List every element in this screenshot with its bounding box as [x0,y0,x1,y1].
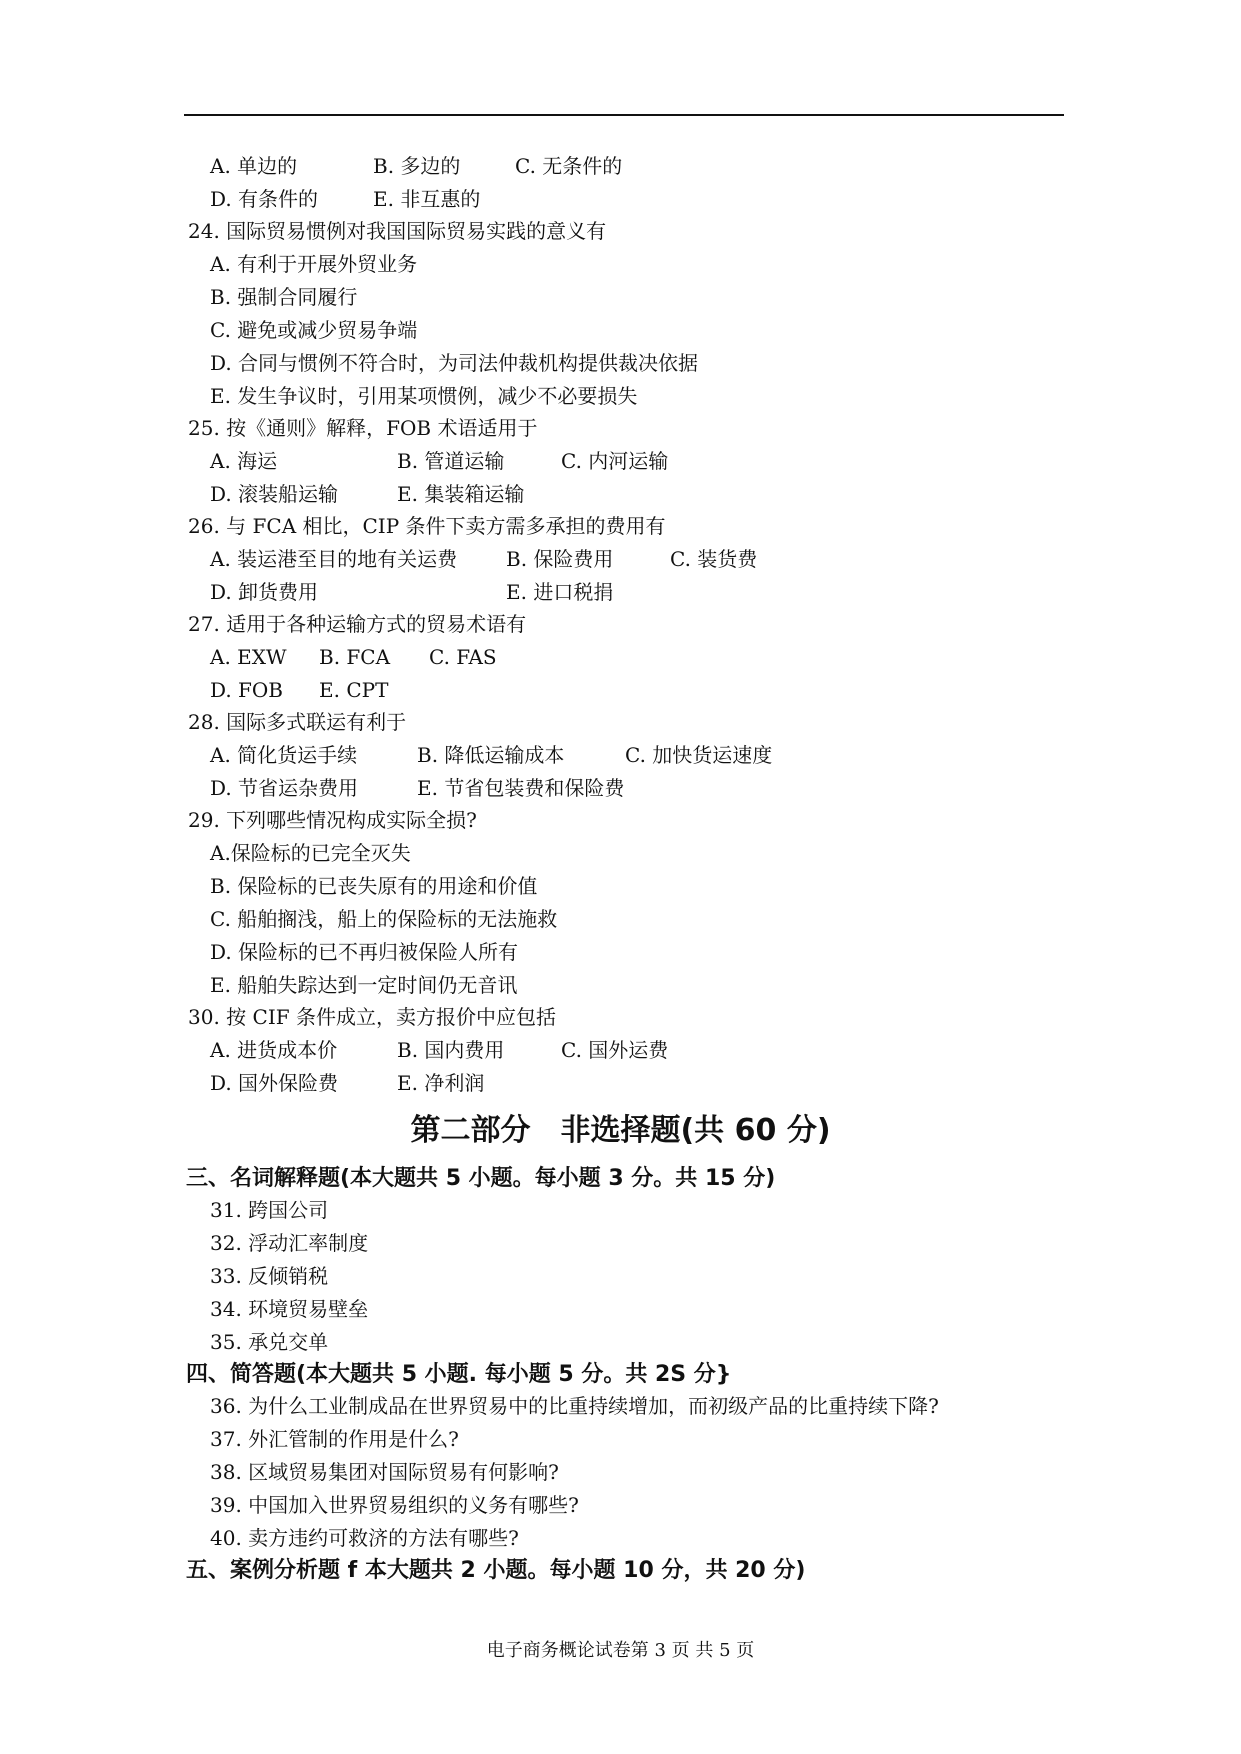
q28-stem: 28. 国际多式联运有利于 [188,710,407,734]
q25-option-b: B. 管道运输 [397,449,505,473]
q33-term: 33. 反倾销税 [210,1264,329,1288]
q26-option-c: C. 装货费 [670,547,758,571]
q28-option-b: B. 降低运输成本 [417,743,565,767]
q27-option-b: B. FCA [319,645,391,669]
q29-option-d: D. 保险标的已不再归被保险人所有 [210,940,519,964]
q26-option-d: D. 卸货费用 [210,580,319,604]
q28-option-d: D. 节省运杂费用 [210,776,359,800]
q36-question: 36. 为什么工业制成品在世界贸易中的比重持续增加，而初级产品的比重持续下降? [210,1394,939,1418]
q29-option-c: C. 船舶搁浅，船上的保险标的无法施救 [210,907,558,931]
q28-option-c: C. 加快货运速度 [625,743,773,767]
q39-question: 39. 中国加入世界贸易组织的义务有哪些? [210,1493,579,1517]
q30-option-b: B. 国内费用 [397,1038,505,1062]
q30-option-c: C. 国外运费 [561,1038,669,1062]
q29-stem: 29. 下列哪些情况构成实际全损? [188,808,477,832]
header-rule [184,114,1064,116]
q30-option-e: E. 净利润 [397,1071,485,1095]
q29-option-b: B. 保险标的已丧失原有的用途和价值 [210,874,538,898]
q29-option-e: E. 船舶失踪达到一定时间仍无音讯 [210,973,518,997]
q34-term: 34. 环境贸易壁垒 [210,1297,369,1321]
q35-term: 35. 承兑交单 [210,1330,329,1354]
q24-option-d: D. 合同与惯例不符合时，为司法仲裁机构提供裁决依据 [210,351,699,375]
section-3-heading: 三、名词解释题(本大题共 5 小题。每小题 3 分。共 15 分) [186,1166,776,1191]
q27-option-a: A. EXW [210,645,287,669]
part-title: 第二部分 非选择题(共 60 分) [410,1113,831,1148]
q37-question: 37. 外汇管制的作用是什么? [210,1427,459,1451]
q23-option-b: B. 多边的 [373,154,461,178]
q24-option-a: A. 有利于开展外贸业务 [210,252,418,276]
q27-stem: 27. 适用于各种运输方式的贸易术语有 [188,612,527,636]
q25-option-c: C. 内河运输 [561,449,669,473]
q30-option-d: D. 国外保险费 [210,1071,339,1095]
q32-term: 32. 浮动汇率制度 [210,1231,369,1255]
q27-option-c: C. FAS [429,645,497,669]
q25-option-a: A. 海运 [210,449,278,473]
q23-option-d: D. 有条件的 [210,187,319,211]
q26-option-b: B. 保险费用 [506,547,614,571]
q25-option-d: D. 滚装船运输 [210,482,339,506]
q28-option-a: A. 简化货运手续 [210,743,358,767]
q30-stem: 30. 按 CIF 条件成立，卖方报价中应包括 [188,1005,556,1029]
q25-stem: 25. 按《通则》解释，FOB 术语适用于 [188,416,538,440]
q38-question: 38. 区域贸易集团对国际贸易有何影响? [210,1460,559,1484]
q23-option-c: C. 无条件的 [515,154,623,178]
q24-option-b: B. 强制合同履行 [210,285,358,309]
q31-term: 31. 跨国公司 [210,1198,329,1222]
q24-option-c: C. 避免或减少贸易争端 [210,318,418,342]
q28-option-e: E. 节省包装费和保险费 [417,776,625,800]
page-footer: 电子商务概论试卷第 3 页 共 5 页 [486,1640,755,1661]
q23-option-e: E. 非互惠的 [373,187,481,211]
q26-option-a: A. 装运港至目的地有关运费 [210,547,458,571]
q26-option-e: E. 进口税捐 [506,580,614,604]
q29-option-a: A.保险标的已完全灭失 [210,841,411,865]
q30-option-a: A. 进货成本价 [210,1038,338,1062]
q27-option-e: E. CPT [319,678,389,702]
section-4-heading: 四、简答题(本大题共 5 小题. 每小题 5 分。共 2S 分} [186,1362,732,1387]
section-5-heading: 五、案例分析题 f 本大题共 2 小题。每小题 10 分，共 20 分) [186,1558,806,1583]
q24-option-e: E. 发生争议时，引用某项惯例，减少不必要损失 [210,384,638,408]
q26-stem: 26. 与 FCA 相比，CIP 条件下卖方需多承担的费用有 [188,514,666,538]
q23-option-a: A. 单边的 [210,154,298,178]
q27-option-d: D. FOB [210,678,284,702]
q40-question: 40. 卖方违约可救济的方法有哪些? [210,1526,519,1550]
q25-option-e: E. 集装箱运输 [397,482,525,506]
q24-stem: 24. 国际贸易惯例对我国国际贸易实践的意义有 [188,219,607,243]
